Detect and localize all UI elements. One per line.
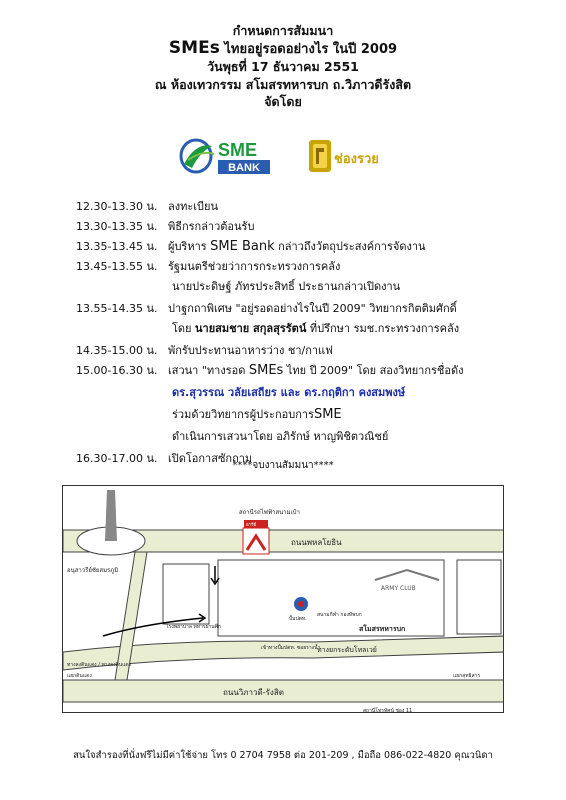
agenda-text: ลงทะเบียน — [168, 200, 218, 213]
monument-label: อนุสาวรีย์ชัยสมรภูมิ — [67, 567, 119, 574]
sutthisan-label: แยกสุทธิสาร — [453, 673, 481, 679]
sme-logo-text: SME — [218, 140, 258, 160]
agenda-subline: นายประดิษฐ์ ภัทรประสิทธิ์ ประธานกล่าวเปิดงาน — [172, 280, 401, 293]
agenda-text: พิธีกรกล่าวต้อนรับ — [168, 220, 255, 233]
ptt-label: ปั้มปตท. — [289, 616, 307, 622]
chong-ruay-logo — [307, 136, 397, 176]
seminar-topic — [0, 37, 566, 59]
road-phahon-label: ถนนพหลโยธิน — [291, 538, 342, 547]
agenda-smes: SMEs — [248, 363, 284, 378]
agenda-text-pre: เสวนา "ทางรอด — [168, 364, 246, 377]
agenda-sub-bold: นายสมชาย สกุลสุรรัตน์ — [195, 322, 307, 335]
tv11-label: สถานีโทรทัศน์ ช่อง 11 — [363, 708, 413, 713]
block-right — [457, 560, 501, 634]
agenda-text: พักรับประทานอาหารว่าง ชา/กาแฟ — [168, 344, 333, 357]
organized-by: จัดโดย — [264, 94, 302, 109]
army-club-logo — [375, 570, 439, 580]
bts-station-icon — [243, 528, 269, 554]
agenda-text: ปาฐกถาพิเศษ "อยู่รอดอย่างไรในปี 2009" วิทยากรกิตติมศักดิ์ — [168, 302, 457, 315]
agenda-item — [76, 362, 464, 380]
agenda-time: 12.30-13.30 น. — [76, 200, 158, 213]
agenda-speakers: ดร.สุวรรณ วลัยเสถียร และ ดร.กฤติกา คงสมพงษ์ — [172, 386, 406, 399]
din-daeng-label: แยกดินแดง — [67, 673, 92, 679]
sme-bank-logo — [178, 134, 278, 178]
agenda-sub-pre: โดย — [172, 322, 192, 335]
agenda-subline — [172, 406, 342, 424]
agenda-subline — [172, 320, 459, 338]
army-club-th-label: สโมสรทหารบก — [359, 625, 406, 633]
agenda-time: 15.00-16.30 น. — [76, 364, 158, 377]
agenda-item — [76, 342, 333, 360]
agenda-text-post: ไทย ปี 2009" โดย สองวิทยากรชื่อดัง — [286, 364, 464, 377]
army-club-en-label: ARMY CLUB — [381, 585, 416, 592]
agenda-time: 16.30-17.00 น. — [76, 452, 158, 465]
location-map — [62, 485, 504, 713]
agenda-text: รัฐมนตรีช่วยว่าการกระทรวงการคลัง — [168, 260, 341, 273]
road-vibhavadi-label: ถนนวิภาวดี-รังสิต — [223, 688, 284, 697]
monument-icon — [105, 490, 117, 541]
header — [0, 22, 566, 111]
footer-contact: สนใจสำรองที่นั่งฟรีไม่มีค่าใช้จ่าย โทร 0 2704 7958 ต่อ 201-209 , มือถือ 086-022-4820 คุณวนิดา — [73, 750, 493, 761]
bts-station-label: สถานีรถไฟฟ้าสนามเป้า — [239, 509, 300, 516]
organizer-logos — [0, 134, 566, 178]
agenda-item — [76, 218, 254, 236]
hospital-label: โรงพยาบาล ทหารผ่านศึก — [166, 624, 221, 630]
expressway-label: ทางยกระดับโทลเวย์ — [317, 646, 377, 654]
agenda-text-pre: ผู้บริหาร — [168, 240, 207, 253]
agenda-sub-post: ที่ปรึกษา รมช.กระทรวงการคลัง — [309, 322, 460, 335]
agenda-time: 13.55-14.35 น. — [76, 302, 158, 315]
map-drawing — [63, 486, 504, 713]
agenda-sme-bank: SME Bank — [210, 239, 275, 254]
agenda-text: เปิดโอกาสซักถาม — [168, 452, 253, 465]
expressway-entry-label: ทางลงดินแดง / ทางลงดินแดง — [67, 662, 132, 668]
bank-logo-text: BANK — [228, 162, 260, 174]
agenda-time: 13.30-13.35 น. — [76, 220, 158, 233]
agenda-item — [76, 238, 426, 256]
end-of-seminar: ****จบงานสัมมนา**** — [232, 460, 334, 471]
bts-badge-label: อารีย์ — [246, 523, 257, 528]
topic-rest: ไทยอยู่รอดอย่างไร ในปี 2009 — [224, 41, 398, 57]
topic-smes: SMEs — [168, 37, 220, 58]
chong-ruay-text: ช่องรวย — [334, 152, 379, 167]
stadium-label: สนามกีฬา กองทัพบก — [317, 612, 362, 618]
agenda-time: 13.45-13.55 น. — [76, 260, 158, 273]
agenda-time: 13.35-13.45 น. — [76, 240, 158, 253]
agenda-sub-pre: ร่วมด้วยวิทยากรผู้ประกอบการ — [172, 408, 314, 421]
seminar-venue: ณ ห้องเทวกรรม สโมสรทหารบก ถ.วิภาวดีรังสิต — [154, 76, 412, 92]
agenda-item — [76, 198, 218, 216]
agenda-sme: SME — [313, 407, 342, 422]
seminar-date: วันพุธที่ 17 ธันวาคม 2551 — [207, 59, 359, 74]
block-hospital — [163, 564, 209, 624]
entry-label: เข้าทางปั้มปตท. ซอยรางน้ำ — [261, 645, 321, 651]
agenda-item — [76, 258, 340, 276]
agenda-time: 14.35-15.00 น. — [76, 344, 158, 357]
seminar-title: กำหนดการสัมมนา — [232, 23, 334, 38]
agenda-item — [76, 300, 457, 318]
agenda-text-post: กล่าวถึงวัตถุประสงค์การจัดงาน — [278, 240, 426, 253]
agenda-subline: ดำเนินการเสวนาโดย อภิรักษ์ หาญพิชิตวณิชย์ — [172, 430, 389, 443]
